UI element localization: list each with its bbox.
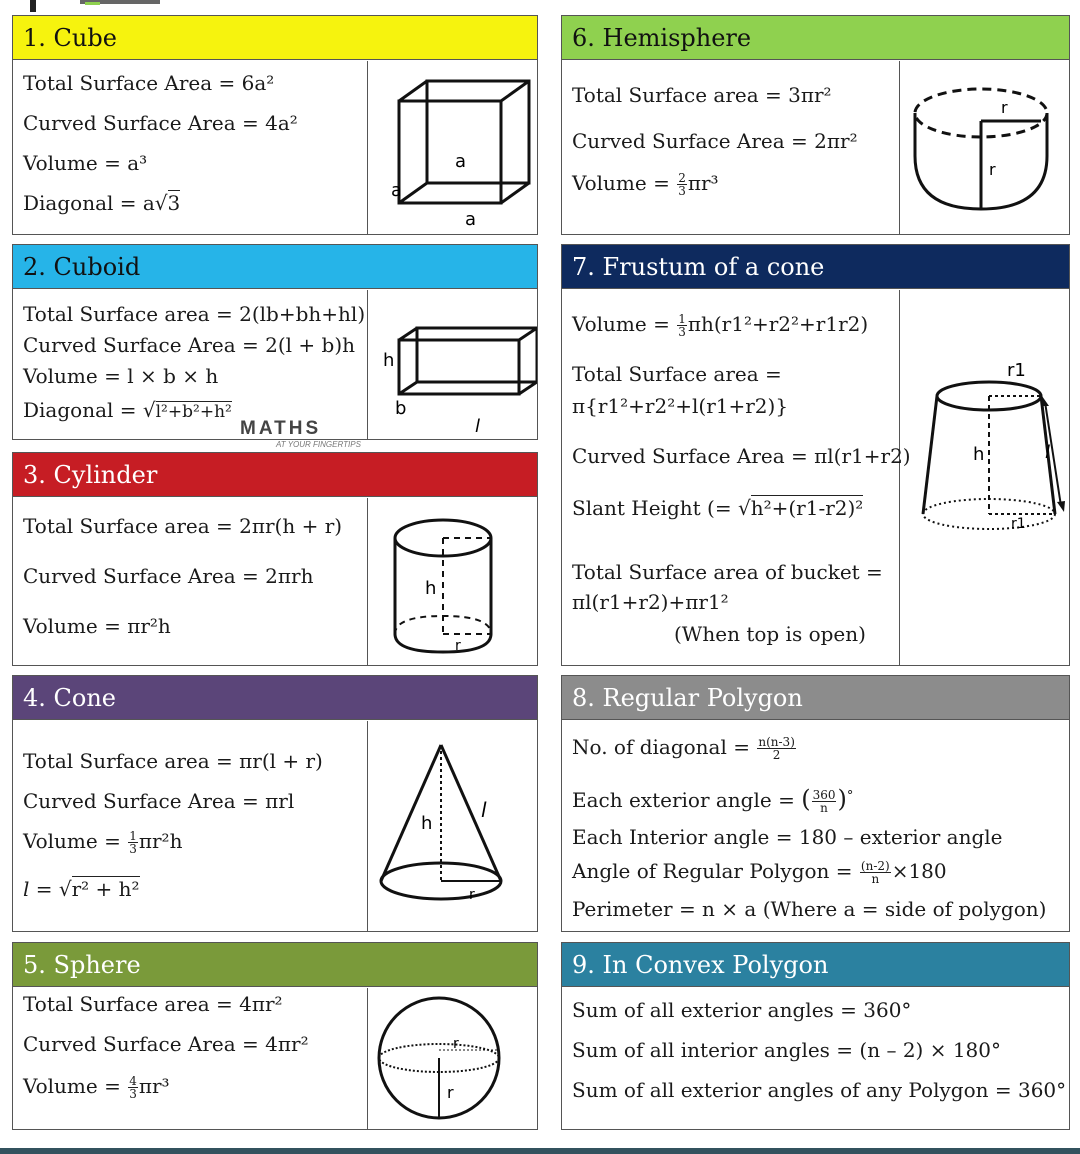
top-decoration [30, 0, 160, 12]
radius-label: r [989, 160, 996, 179]
formula-interior-sum: Sum of all interior angles = (n – 2) × 180° [572, 1038, 1001, 1062]
panel-cylinder [12, 452, 538, 666]
panel-title: 6. Hemisphere [562, 16, 1069, 60]
bottom-bar [0, 1148, 1080, 1154]
radius-label: r1 [1011, 516, 1026, 532]
cone-figure [369, 721, 537, 931]
formula-tsa: Total Surface Area = 6a² [23, 71, 275, 95]
formula-any-polygon-sum: Sum of all exterior angles of any Polygon = 360° [572, 1078, 1067, 1102]
panel-title: 3. Cylinder [13, 453, 537, 497]
height-label: h [421, 813, 433, 834]
panel-title: 7. Frustum of a cone [562, 245, 1069, 289]
hemisphere-figure [901, 61, 1069, 234]
formula-exterior-angle: Each exterior angle = ( $\frac{360}{n}$ )° [572, 785, 854, 815]
radius-label: r [447, 1083, 454, 1102]
radius-label: r1 [1007, 360, 1026, 381]
sphere-figure [369, 988, 537, 1129]
formula-tsa: Total Surface area = 3πr² [572, 83, 832, 107]
edge-label: a [465, 209, 477, 230]
radius-label: r [469, 887, 475, 903]
panel-title: 1. Cube [13, 16, 537, 60]
formula-slant-height: l = √r² + h² [23, 877, 140, 901]
formula-volume: Volume = $\frac{1}{3}$ πr²h [23, 829, 183, 856]
formula-csa: Curved Surface Area = πl(r1+r2) [572, 444, 911, 468]
formula-perimeter: Perimeter = n × a (Where a = side of polygon) [572, 897, 1047, 921]
formula-volume: Volume = $\frac{2}{3}$ πr³ [572, 171, 719, 198]
panel-title: 8. Regular Polygon [562, 676, 1069, 720]
panel-title: 2. Cuboid [13, 245, 537, 289]
formula-csa: Curved Surface Area = 2(l + b)h [23, 333, 356, 357]
formula-slant-height: Slant Height (= √h²+(r1-r2)² [572, 496, 864, 520]
brand-watermark: MATHS AT YOUR FINGERTIPS [240, 418, 361, 449]
cuboid-figure [369, 290, 537, 439]
formula-diagonal: Diagonal = a√3 [23, 191, 181, 215]
panel-title: 5. Sphere [13, 943, 537, 987]
formula-tsa: Total Surface area = πr(l + r) [23, 749, 323, 773]
panel-cuboid [12, 244, 538, 449]
radius-label: r [1001, 98, 1008, 117]
formula-volume: Volume = $\frac{1}{3}$ πh(r1²+r2²+r1r2) [572, 312, 869, 339]
panel-cone [12, 675, 538, 932]
panel-convex-polygon [561, 942, 1070, 1130]
formula-diagonal: Diagonal = √l²+b²+h² [23, 398, 232, 422]
edge-label: l [475, 416, 481, 437]
formula-volume: Volume = $\frac{4}{3}$ πr³ [23, 1074, 170, 1101]
slant-label: l [1045, 442, 1051, 463]
formula-csa: Curved Surface Area = 4a² [23, 111, 298, 135]
edge-label: b [395, 398, 407, 419]
slant-label: l [481, 798, 487, 822]
cylinder-figure [369, 498, 537, 665]
formula-tsa-line1: Total Surface area = [572, 362, 782, 386]
edge-label: h [383, 350, 395, 371]
panel-regular-polygon [561, 675, 1070, 932]
frustum-figure [901, 290, 1069, 665]
panel-hemisphere [561, 15, 1070, 235]
bucket-note: (When top is open) [674, 622, 866, 646]
radius-label: r [455, 638, 461, 654]
radius-label: r [453, 1036, 459, 1052]
formula-exterior-sum: Sum of all exterior angles = 360° [572, 998, 912, 1022]
formula-diagonals: No. of diagonal = $\frac{n(n-3)}{2}$ [572, 735, 795, 762]
panel-sphere [12, 942, 538, 1130]
formula-bucket-line1: Total Surface area of bucket = [572, 560, 883, 584]
panel-cube [12, 15, 538, 235]
edge-label: a [455, 151, 467, 172]
formula-tsa-line2: π{r1²+r2²+l(r1+r2)} [572, 394, 789, 418]
panel-title: 9. In Convex Polygon [562, 943, 1069, 987]
formula-csa: Curved Surface Area = 4πr² [23, 1032, 309, 1056]
formula-volume: Volume = a³ [23, 151, 148, 175]
formula-interior-angle: Each Interior angle = 180 – exterior angle [572, 825, 1003, 849]
cube-figure [369, 61, 537, 234]
formula-tsa: Total Surface area = 4πr² [23, 992, 283, 1016]
edge-label: a [391, 180, 403, 201]
panel-title: 4. Cone [13, 676, 537, 720]
panel-frustum [561, 244, 1070, 666]
formula-tsa: Total Surface area = 2πr(h + r) [23, 514, 343, 538]
formula-csa: Curved Surface Area = 2πrh [23, 564, 314, 588]
formula-bucket-line2: πl(r1+r2)+πr1² [572, 590, 729, 614]
formula-csa: Curved Surface Area = 2πr² [572, 129, 858, 153]
formula-volume: Volume = πr²h [23, 614, 171, 638]
formula-volume: Volume = l × b × h [23, 364, 219, 388]
formula-tsa: Total Surface area = 2(lb+bh+hl) [23, 302, 366, 326]
formula-csa: Curved Surface Area = πrl [23, 789, 295, 813]
height-label: h [425, 578, 437, 599]
height-label: h [973, 444, 985, 465]
formula-polygon-angle: Angle of Regular Polygon = $\frac{(n-2)}{n}$ ×180 [572, 859, 947, 886]
